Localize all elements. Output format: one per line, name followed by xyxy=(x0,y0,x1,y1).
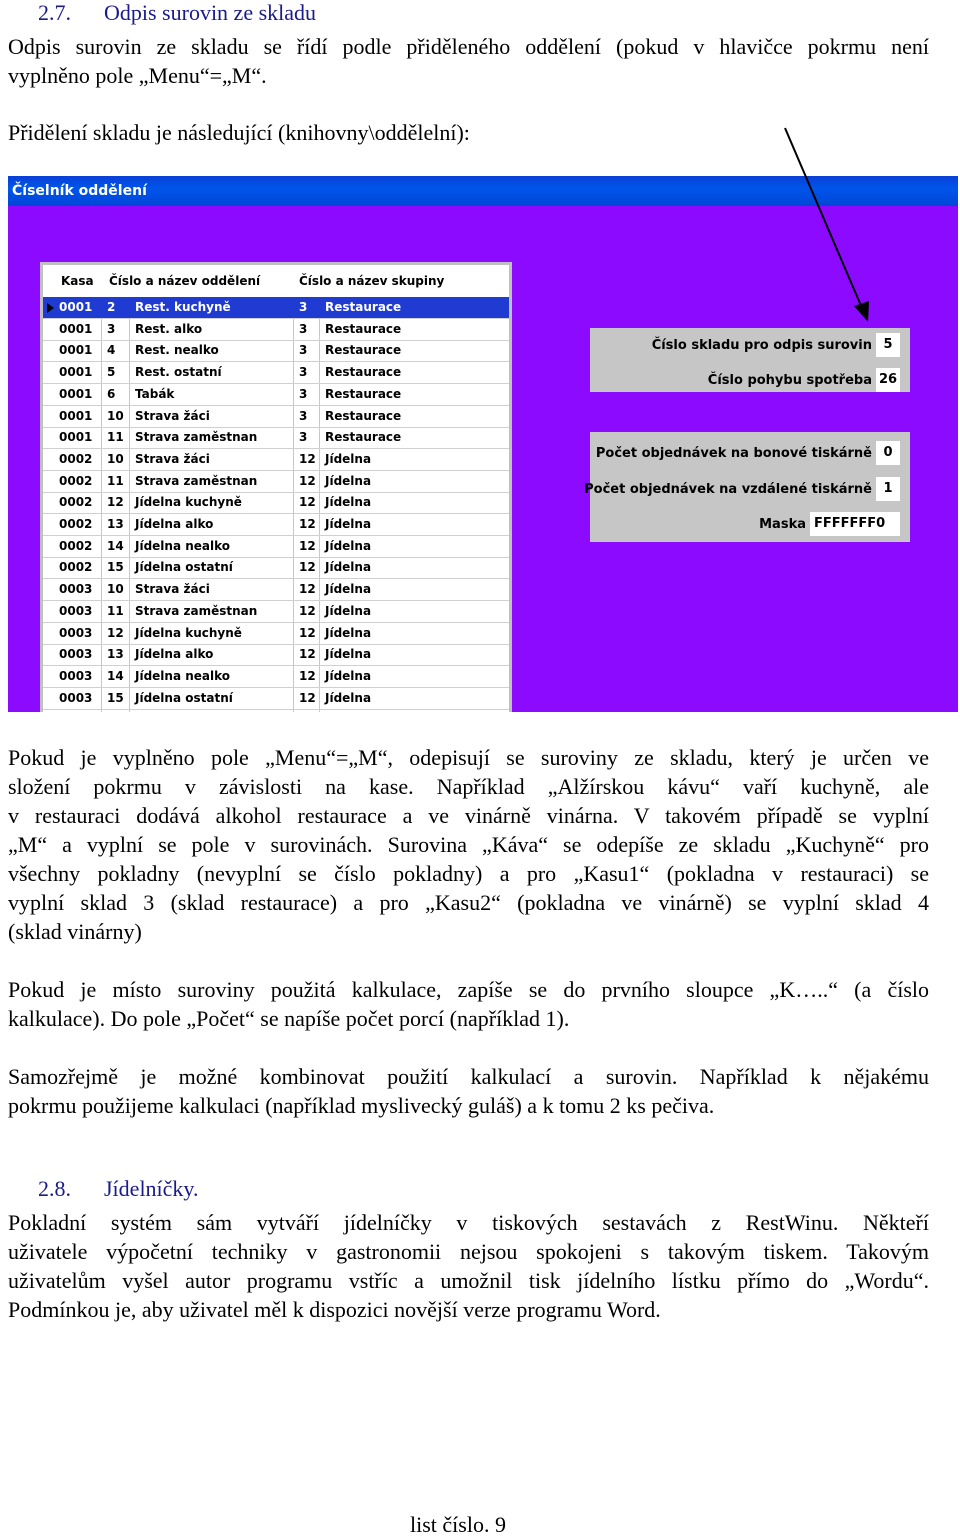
cell-dept-name: Rest. nealko xyxy=(135,343,219,358)
table-row[interactable] xyxy=(43,384,509,406)
cell-group-number: 12 xyxy=(299,560,316,575)
paragraph-4-line-2: uživatele výpočetní techniky v gastronomii nejsou spokojeni s takovým tiskem. Takovým xyxy=(8,1239,929,1264)
cell-group-number: 3 xyxy=(299,386,308,401)
movement-number-field[interactable]: 26 xyxy=(876,368,900,392)
cell-group-name: Jídelna xyxy=(325,647,372,662)
cell-dept-number: 6 xyxy=(107,386,116,401)
cell-dept-name: Rest. alko xyxy=(135,321,203,336)
cell-kasa: 0002 xyxy=(59,517,93,531)
cell-group-number: 12 xyxy=(299,690,316,705)
cell-dept-name: Tabák xyxy=(135,386,175,401)
cell-group-name: Restaurace xyxy=(325,408,402,423)
cell-dept-name: Jídelna ostatní xyxy=(135,560,233,575)
cell-dept-number: 10 xyxy=(107,408,124,423)
footer-label: list číslo. xyxy=(410,1512,490,1537)
paragraph-1-line-1: Pokud je vyplněno pole „Menu“=„M“, odepisují se suroviny ze skladu, který je určen ve xyxy=(8,745,929,770)
table-row[interactable] xyxy=(43,340,509,362)
cell-group-number: 12 xyxy=(299,517,316,531)
cell-group-number: 3 xyxy=(299,300,308,314)
table-row[interactable] xyxy=(43,406,509,428)
paragraph-4-line-3: uživatelům vyšel autor programu vstříc a umožnil tisk jídelního lístku přímo do „Wordu“. xyxy=(8,1268,929,1293)
paragraph-2-line-2: kalkulace). Do pole „Počet“ se napíše počet porcí (například 1). xyxy=(8,1006,570,1031)
remote-printer-field[interactable]: 1 xyxy=(876,477,900,501)
cell-group-number: 3 xyxy=(299,365,308,380)
cell-group-name: Jídelna xyxy=(325,625,372,640)
paragraph-3-line-1: Samozřejmě je možné kombinovat použití kalkulací a surovin. Například k nějakému xyxy=(8,1064,929,1089)
table-row[interactable] xyxy=(43,449,509,471)
cell-dept-name: Strava žáci xyxy=(135,408,210,423)
cell-group-name: Jídelna xyxy=(325,560,372,575)
table-row[interactable] xyxy=(43,362,509,384)
cell-kasa: 0003 xyxy=(59,647,93,662)
cell-group-name: Restaurace xyxy=(325,300,402,314)
cell-dept-name: Jídelna ostatní xyxy=(135,690,233,705)
table-row[interactable] xyxy=(43,427,509,449)
cell-kasa: 0002 xyxy=(59,538,93,553)
cell-kasa: 0001 xyxy=(59,343,93,358)
cell-group-name: Restaurace xyxy=(325,343,402,358)
movement-number-label: Číslo pohybu spotřeba xyxy=(707,373,872,388)
cell-kasa: 0002 xyxy=(59,560,93,575)
cell-kasa: 0001 xyxy=(59,321,93,336)
table-row[interactable] xyxy=(43,601,509,623)
cell-group-name: Jídelna xyxy=(325,668,372,683)
cell-group-number: 12 xyxy=(299,625,316,640)
cell-dept-number: 2 xyxy=(107,300,116,314)
cell-dept-name: Jídelna kuchyně xyxy=(135,495,242,510)
section-title: Odpis surovin ze skladu xyxy=(104,0,317,25)
section-number: 2.7. xyxy=(38,0,71,25)
paragraph-1-line-2: složení pokrmu v závislosti na kase. Například „Alžírskou kávu“ vaří kuchyně, ale xyxy=(8,774,929,799)
cell-kasa: 0002 xyxy=(59,473,93,488)
paragraph-1-line-6: vyplní sklad 3 (sklad restaurace) a pro „Kasu2“ (pokladna ve vinárně) se vyplní sklad 4 xyxy=(8,890,929,915)
cell-group-name: Jídelna xyxy=(325,473,372,488)
section-number: 2.8. xyxy=(38,1176,71,1201)
cell-dept-number: 11 xyxy=(107,430,124,445)
paragraph-4-line-1: Pokladní systém sám vytváří jídelníčky v tiskových sestavách z RestWinu. Někteří xyxy=(8,1210,929,1235)
cell-group-number: 12 xyxy=(299,451,316,466)
table-row[interactable] xyxy=(43,644,509,666)
stock-number-label: Číslo skladu pro odpis surovin xyxy=(651,338,872,353)
cell-group-number: 3 xyxy=(299,430,308,445)
cell-group-number: 12 xyxy=(299,495,316,510)
cell-dept-number: 12 xyxy=(107,625,124,640)
cell-kasa: 0001 xyxy=(59,300,93,314)
cell-dept-number: 3 xyxy=(107,321,116,336)
section-heading xyxy=(38,1174,199,1203)
cell-dept-name: Strava zaměstnan xyxy=(135,603,258,618)
assignment-line: Přidělení skladu je následující (knihovny\oddělelní): xyxy=(8,120,470,145)
cell-dept-number: 12 xyxy=(107,495,124,510)
cell-group-number: 12 xyxy=(299,603,316,618)
window-title: Číselník oddělení xyxy=(8,176,958,206)
column-header-group[interactable]: Číslo a název skupiny xyxy=(299,274,445,288)
cell-kasa: 0001 xyxy=(59,430,93,445)
cell-dept-number: 15 xyxy=(107,690,124,705)
cell-group-name: Jídelna xyxy=(325,451,372,466)
paragraph-1-line-4: „M“ a vyplní se pole v surovinách. Surovina „Káva“ se odepíše ze skladu „Kuchyně“ pro xyxy=(8,832,929,857)
cell-kasa: 0002 xyxy=(59,495,93,510)
paragraph-3-line-2: pokrmu použijeme kalkulaci (například myslivecký guláš) a k tomu 2 ks pečiva. xyxy=(8,1093,715,1118)
cell-group-name: Restaurace xyxy=(325,365,402,380)
remote-printer-label: Počet objednávek na vzdálené tiskárně xyxy=(584,482,872,497)
table-row[interactable] xyxy=(43,579,509,601)
stock-number-field[interactable]: 5 xyxy=(876,333,900,357)
paragraph-1-line-5: všechny pokladny (nevyplní se číslo pokladny) a pro „Kasu1“ (pokladna v restauraci) se xyxy=(8,861,929,886)
intro-line-2: vyplněno pole „Menu“=„M“. xyxy=(8,63,267,88)
cell-dept-name: Jídelna alko xyxy=(135,517,214,531)
cell-dept-number: 13 xyxy=(107,517,124,531)
table-row[interactable] xyxy=(43,492,509,514)
cell-dept-name: Strava zaměstnan xyxy=(135,473,258,488)
cell-kasa: 0003 xyxy=(59,625,93,640)
cell-kasa: 0003 xyxy=(59,668,93,683)
cell-group-number: 3 xyxy=(299,321,308,336)
cell-kasa: 0001 xyxy=(59,386,93,401)
column-header-department[interactable]: Číslo a název oddělení xyxy=(109,274,261,288)
bon-printer-field[interactable]: 0 xyxy=(876,441,900,465)
table-row[interactable] xyxy=(43,471,509,493)
cell-dept-number: 4 xyxy=(107,343,116,358)
cell-dept-name: Rest. ostatní xyxy=(135,365,222,380)
cell-group-name: Jídelna xyxy=(325,517,372,531)
cell-group-name: Jídelna xyxy=(325,603,372,618)
table-row[interactable] xyxy=(43,514,509,536)
column-header-kasa[interactable]: Kasa xyxy=(61,274,94,288)
cell-group-number: 12 xyxy=(299,668,316,683)
table-row[interactable] xyxy=(43,536,509,558)
cell-dept-number: 15 xyxy=(107,560,124,575)
annotation-arrow-icon xyxy=(0,0,960,340)
paragraph-1-line-3: v restauraci dodává alkohol restaurace a ve vinárně vinárna. V takovém případě se vyplní xyxy=(8,803,929,828)
cell-group-name: Restaurace xyxy=(325,386,402,401)
cell-group-name: Jídelna xyxy=(325,538,372,553)
cell-dept-name: Jídelna alko xyxy=(135,647,214,662)
cell-dept-number: 11 xyxy=(107,473,124,488)
cell-dept-number: 14 xyxy=(107,538,124,553)
mask-field[interactable]: FFFFFFF0 xyxy=(810,512,900,536)
page-number: 9 xyxy=(494,1512,506,1537)
paragraph-4-line-4: Podmínkou je, aby uživatel měl k dispozici novější verze programu Word. xyxy=(8,1297,661,1322)
cell-dept-number: 10 xyxy=(107,582,124,597)
cell-dept-name: Jídelna nealko xyxy=(135,668,231,683)
cell-dept-number: 11 xyxy=(107,603,124,618)
cell-group-name: Jídelna xyxy=(325,582,372,597)
cell-dept-name: Jídelna nealko xyxy=(135,538,231,553)
cell-dept-name: Strava zaměstnan xyxy=(135,430,258,445)
paragraph-2-line-1: Pokud je místo suroviny použitá kalkulace, zapíše se do prvního sloupce „K…..“ (a číslo xyxy=(8,977,929,1002)
cell-dept-name: Rest. kuchyně xyxy=(135,300,231,314)
cell-dept-name: Strava žáci xyxy=(135,451,210,466)
cell-group-number: 12 xyxy=(299,582,316,597)
cell-kasa: 0001 xyxy=(59,408,93,423)
cell-dept-number: 5 xyxy=(107,365,116,380)
cell-group-number: 12 xyxy=(299,473,316,488)
cell-kasa: 0003 xyxy=(59,603,93,618)
cell-group-number: 12 xyxy=(299,647,316,662)
cell-group-number: 12 xyxy=(299,538,316,553)
table-row[interactable] xyxy=(43,557,509,579)
cell-group-number: 3 xyxy=(299,408,308,423)
cell-dept-number: 10 xyxy=(107,451,124,466)
bon-printer-label: Počet objednávek na bonové tiskárně xyxy=(595,446,872,461)
table-row[interactable] xyxy=(43,666,509,688)
cell-dept-name: Strava žáci xyxy=(135,582,210,597)
cell-dept-name: Jídelna kuchyně xyxy=(135,625,242,640)
intro-line-1: Odpis surovin ze skladu se řídí podle přiděleného oddělení (pokud v hlavičce pokrmu není xyxy=(8,34,929,59)
cell-kasa: 0001 xyxy=(59,365,93,380)
table-row[interactable] xyxy=(43,623,509,645)
cell-group-name: Jídelna xyxy=(325,690,372,705)
cell-kasa: 0003 xyxy=(59,582,93,597)
cell-group-number: 3 xyxy=(299,343,308,358)
cell-kasa: 0003 xyxy=(59,690,93,705)
cell-group-name: Restaurace xyxy=(325,430,402,445)
cell-kasa: 0002 xyxy=(59,451,93,466)
cell-dept-number: 13 xyxy=(107,647,124,662)
cell-group-name: Jídelna xyxy=(325,495,372,510)
mask-label: Maska xyxy=(759,517,806,532)
cell-group-name: Restaurace xyxy=(325,321,402,336)
paragraph-1-line-7: (sklad vinárny) xyxy=(8,919,142,944)
cell-dept-number: 14 xyxy=(107,668,124,683)
table-row[interactable] xyxy=(43,688,509,710)
section-title: Jídelníčky. xyxy=(104,1176,199,1201)
